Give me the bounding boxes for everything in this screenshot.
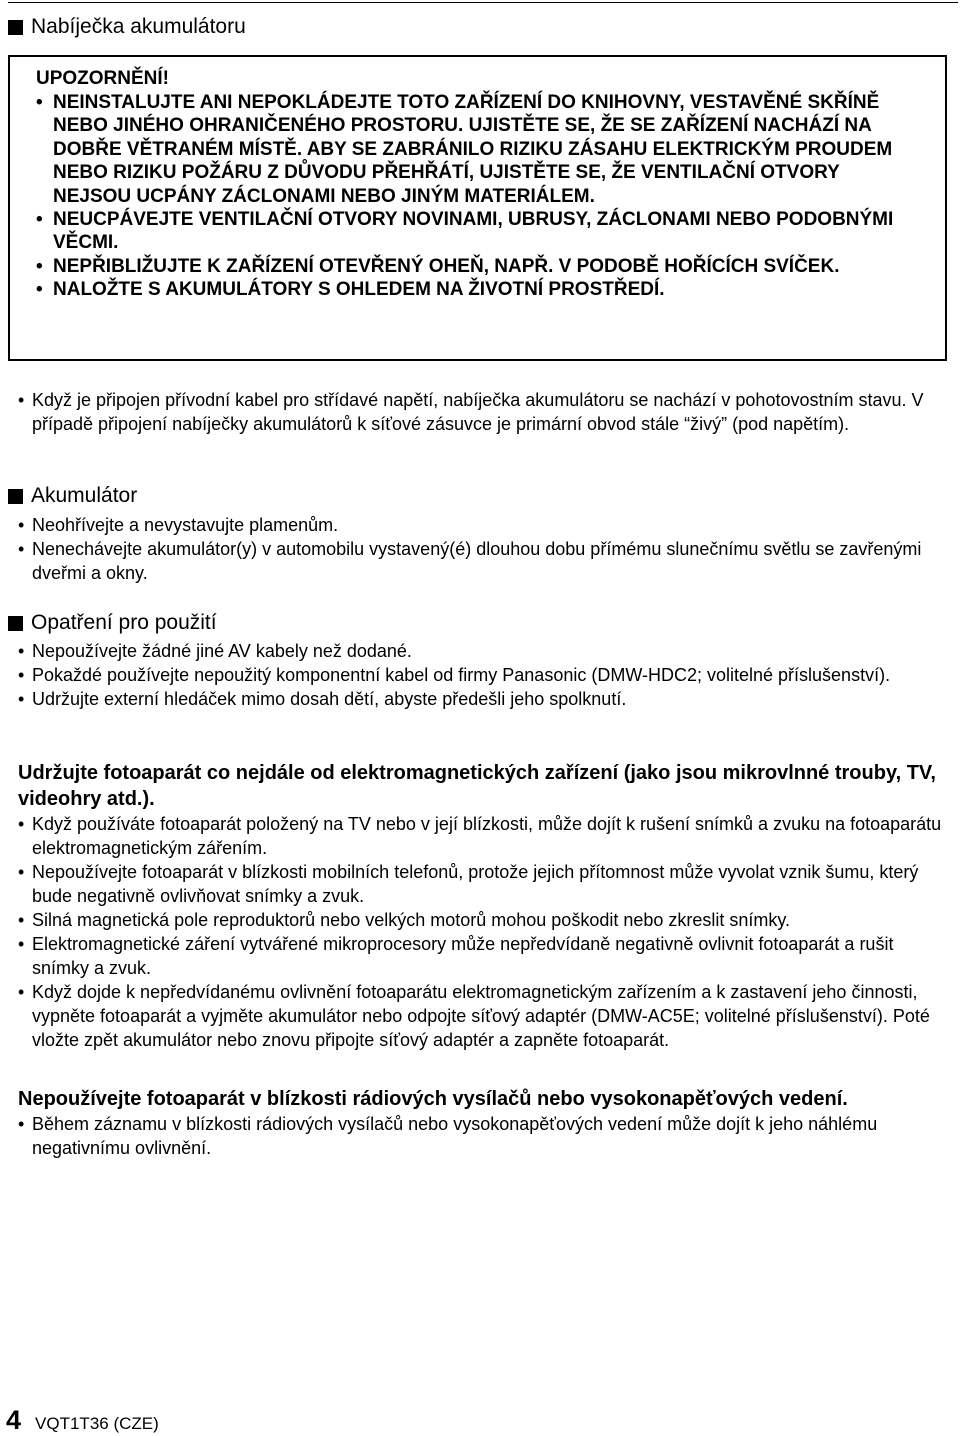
em-heading: Udržujte fotoaparát co nejdále od elektromagnetických zařízení (jako jsou mikrovlnné trouby, TV, videohry atd.).: [18, 762, 936, 810]
radio-heading: Nepoužívejte fotoaparát v blízkosti rádiových vysílačů nebo vysokonapěťových vedení.: [18, 1088, 848, 1110]
bullet-icon: •: [18, 814, 25, 834]
list-item: • Pokaždé používejte nepoužitý komponentní kabel od firmy Panasonic (DMW-HDC2; volitelné příslušenství).: [18, 665, 891, 685]
list-item: • Silná magnetická pole reproduktorů nebo velkých motorů mohou poškodit nebo zkreslit snímky.: [18, 910, 791, 930]
list-item: • Když používáte fotoaparát položený na TV nebo v její blízkosti, může dojít k rušení snímků a zvuku na fotoaparátu elektromagnetickým zářením.: [18, 814, 942, 858]
radio-section: [18, 1086, 950, 1160]
list-item: • Udržujte externí hledáček mimo dosah dětí, abyste předešli jeho spolknutí.: [18, 689, 627, 709]
square-bullet-icon: [8, 489, 23, 504]
page-footer: [6, 1405, 159, 1436]
document-code: VQT1T36 (CZE): [35, 1414, 159, 1433]
bullet-icon: •: [18, 910, 25, 930]
bullet-icon: •: [18, 515, 25, 535]
bullet-icon: •: [36, 209, 43, 231]
list-item: • Nepoužívejte fotoaparát v blízkosti mobilních telefonů, protože jejich přítomnost může vyvolat vznik šumu, který bude negativně ovlivňovat snímky a zvuk.: [18, 862, 919, 906]
bullet-icon: •: [18, 641, 25, 661]
section-battery-heading: [8, 483, 137, 509]
top-rule: [8, 2, 958, 3]
battery-list: [18, 513, 950, 585]
bullet-icon: •: [18, 390, 25, 410]
bullet-icon: •: [36, 255, 43, 277]
em-section: [18, 760, 950, 1052]
bullet-icon: •: [18, 862, 25, 882]
bullet-icon: •: [18, 1114, 25, 1134]
section-charger-heading: [8, 14, 246, 40]
bullet-icon: •: [18, 934, 25, 954]
warning-item: • NEUCPÁVEJTE VENTILAČNÍ OTVORY NOVINAMI, UBRUSY, ZÁCLONAMI NEBO PODOBNÝMI VĚCMI.: [36, 209, 894, 254]
section-title: Opatření pro použití: [31, 611, 217, 634]
list-item: • Neohřívejte a nevystavujte plamenům.: [18, 515, 339, 535]
bullet-icon: •: [18, 689, 25, 709]
square-bullet-icon: [8, 20, 23, 35]
list-item: • Když dojde k nepředvídanému ovlivnění fotoaparátu elektromagnetickým zařízením a k zastavení jeho činnosti, vypněte fotoaparát a vyjměte akumulátor nebo odpojte síťový adaptér (DMW-AC5E; volitelné příslušenství). Poté vložte zpět akumulátor nebo znovu připojte síťový adaptér a zapněte fotoaparát.: [18, 982, 930, 1050]
charger-note: [18, 388, 950, 436]
square-bullet-icon: [8, 616, 23, 631]
list-item: • Nenechávejte akumulátor(y) v automobilu vystavený(é) dlouhou dobu přímému slunečnímu světlu se zavřenými dveřmi a okny.: [18, 539, 922, 583]
bullet-icon: •: [18, 665, 25, 685]
list-item: • Elektromagnetické záření vytvářené mikroprocesory může nepředvídaně negativně ovlivnit fotoaparát a rušit snímky a zvuk.: [18, 934, 894, 978]
list-item: • Během záznamu v blízkosti rádiových vysílačů nebo vysokonapěťových vedení může dojít k jeho náhlému negativnímu ovlivnění.: [18, 1114, 878, 1158]
precautions-list: [18, 639, 950, 711]
warning-item: • NALOŽTE S AKUMULÁTORY S OHLEDEM NA ŽIVOTNÍ PROSTŘEDÍ.: [36, 279, 665, 301]
warning-item: • NEPŘIBLIŽUJTE K ZAŘÍZENÍ OTEVŘENÝ OHEŇ, NAPŘ. V PODOBĚ HOŘÍCÍCH SVÍČEK.: [36, 255, 840, 277]
section-precautions-heading: [8, 610, 217, 636]
section-title: Nabíječka akumulátoru: [31, 15, 246, 38]
page-number: 4: [6, 1405, 22, 1435]
bullet-icon: •: [18, 539, 25, 559]
list-item: • Když je připojen přívodní kabel pro střídavé napětí, nabíječka akumulátoru se nachází v pohotovostním stavu. V případě připojení nabíječky akumulátorů k síťové zásuvce je primární obvod stále “živý” (pod napětím).: [18, 390, 924, 434]
list-item: • Nepoužívejte žádné jiné AV kabely než dodané.: [18, 641, 412, 661]
warning-box: [8, 55, 947, 361]
section-title: Akumulátor: [31, 484, 138, 507]
bullet-icon: •: [18, 982, 25, 1002]
bullet-icon: •: [36, 279, 43, 301]
warning-item: • NEINSTALUJTE ANI NEPOKLÁDEJTE TOTO ZAŘÍZENÍ DO KNIHOVNY, VESTAVĚNÉ SKŘÍNĚ NEBO JINÉHO OHRANIČENÉHO PROSTORU. UJISTĚTE SE, ŽE SE ZAŘÍZENÍ NACHÁZÍ NA DOBŘE VĚTRANÉM MÍSTĚ. ABY SE ZABRÁNILO RIZIKU ZÁSAHU ELEKTRICKÝM PROUDEM NEBO RIZIKU POŽÁRU Z DŮVODU PŘEHŘÁTÍ, UJISTĚTE SE, ŽE VENTILAČNÍ OTVORY NEJSOU UCPÁNY ZÁCLONAMI NEBO JINÝM MATERIÁLEM.: [36, 92, 893, 207]
bullet-icon: •: [36, 92, 43, 113]
warning-title: UPOZORNĚNÍ!: [36, 68, 169, 89]
